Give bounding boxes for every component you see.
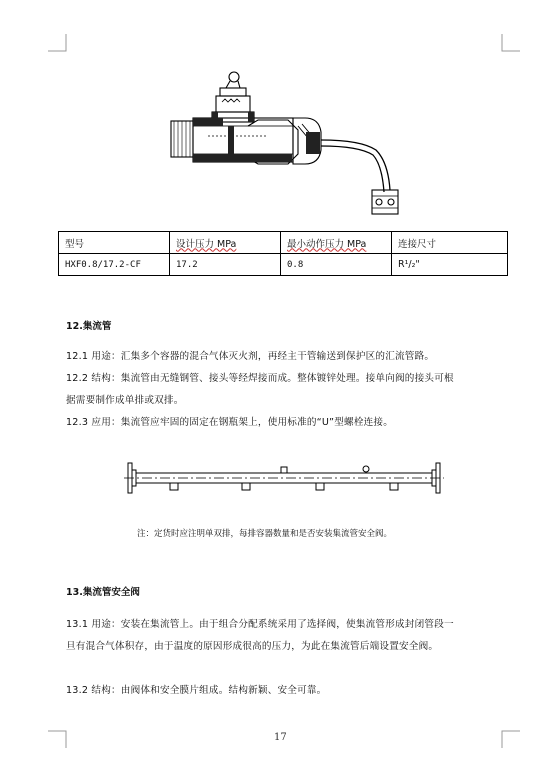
cell-model: HXF0.8/17.2-CF (59, 254, 170, 276)
header-min-pressure-text: 最小动作压力 MPa (287, 238, 367, 250)
section-12-3-text: 12.3 应用：集流管应牢固的固定在钢瓶架上，使用标准的“U”型螺栓连接。 (66, 417, 393, 428)
section-13-heading: 13.集流管安全阀 (66, 587, 140, 598)
spec-table (58, 231, 508, 276)
header-design-pressure-text: 设计压力 MPa (176, 238, 237, 250)
header-connection-size: 连接尺寸 (392, 232, 508, 254)
section-12-heading: 12.集流管 (66, 321, 112, 332)
safety-valve-drawing (168, 66, 408, 224)
table-row (59, 254, 508, 276)
section-13-2-text: 13.2 结构：由阀体和安全膜片组成。结构新颖、安全可靠。 (66, 685, 327, 696)
section-12-2-line1: 12.2 结构：集流管由无缝钢管、接头等经焊接而成。整体镀锌处理。接单向阀的接头可根 (66, 373, 454, 384)
header-min-pressure (281, 232, 392, 254)
section-12-2-line2: 据需要制作成单排或双排。 (66, 395, 184, 406)
order-note: 注：定货时应注明单双排，每排容器数量和是否安装集流管安全阀。 (137, 529, 393, 539)
cell-connection-size: R¹/₂" (392, 254, 508, 276)
header-model: 型号 (59, 232, 170, 254)
cell-design-pressure: 17.2 (170, 254, 281, 276)
section-13-1-line1: 13.1 用途：安装在集流管上。由于组合分配系统采用了选择阀，使集流管形成封闭管段一 (66, 619, 454, 630)
header-design-pressure (170, 232, 281, 254)
section-13-1-line2: 旦有混合气体积存，由于温度的原因形成很高的压力，为此在集流管后端设置安全阀。 (66, 641, 439, 652)
table-header-row (59, 232, 508, 254)
page-number: 17 (274, 732, 287, 743)
section-12-1-text: 12.1 用途：汇集多个容器的混合气体灭火剂，再经主干管输送到保护区的汇流管路。 (66, 351, 435, 362)
manifold-pipe-drawing (124, 460, 444, 500)
cell-min-pressure: 0.8 (281, 254, 392, 276)
